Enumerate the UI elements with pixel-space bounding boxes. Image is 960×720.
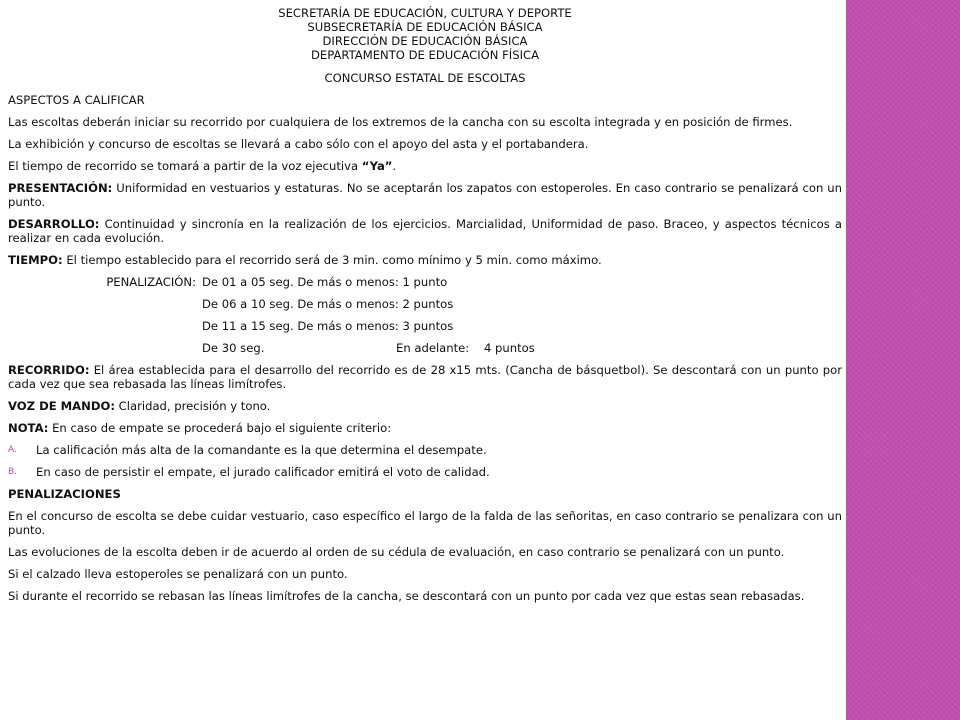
- penalizacion-row-3: [8, 319, 842, 333]
- voz-label: VOZ DE MANDO:: [8, 399, 115, 413]
- penalizacion-4-puntos: 4 puntos: [483, 341, 535, 355]
- paragraph-calzado: Si el calzado lleva estoperoles se penalizará con un punto.: [8, 567, 348, 581]
- presentacion-text: Uniformidad en vestuarios y estaturas. No se aceptarán los zapatos con estoperoles. En caso contrario se penalizará con un punto.: [8, 181, 842, 209]
- paragraph-recorrido: [8, 363, 842, 391]
- penalizacion-item: De 06 a 10 seg. De más o menos: 2 puntos: [202, 297, 454, 311]
- penalizacion-row-1: [8, 275, 842, 289]
- recorrido-text: El área establecida para el desarrollo del recorrido es de 28 x15 mts. (Cancha de básquetbol). Se descontará con un punto por cada vez que sea rebasada las líneas limítrofes.: [8, 363, 842, 391]
- voz-ejecutiva-ya: “Ya”: [361, 159, 393, 173]
- tiempo-recorrido-end: .: [392, 159, 397, 173]
- tiempo-text: El tiempo establecido para el recorrido será de 3 min. como mínimo y 5 min. como máximo.: [62, 253, 602, 267]
- paragraph-evoluciones: Las evoluciones de la escolta deben ir de acuerdo al orden de su cédula de evaluación, en caso contrario se penalizará con un punto.: [8, 545, 785, 559]
- paragraph-lineas-limitrofes: Si durante el recorrido se rebasan las líneas limítrofes de la cancha, se descontará con un punto por cada vez que estas sean rebasadas.: [8, 589, 805, 603]
- presentacion-label: PRESENTACIÓN:: [8, 181, 113, 195]
- section-title-aspectos: ASPECTOS A CALIFICAR: [8, 93, 145, 107]
- paragraph-exhibicion: La exhibición y concurso de escoltas se llevará a cabo sólo con el apoyo del asta y el portabandera.: [8, 137, 589, 151]
- header-line-departamento: DEPARTAMENTO DE EDUCACIÓN FÍSICA: [310, 48, 540, 62]
- header-line-subsecretaria: SUBSECRETARÍA DE EDUCACIÓN BÁSICA: [307, 20, 543, 34]
- contest-title: CONCURSO ESTATAL DE ESCOLTAS: [324, 71, 526, 85]
- list-item-text: En caso de persistir el empate, el jurado calificador emitirá el voto de calidad.: [36, 465, 490, 479]
- list-item: [8, 465, 842, 479]
- recorrido-label: RECORRIDO:: [8, 363, 90, 377]
- paragraph-desarrollo: [8, 217, 842, 245]
- penalizacion-row-4: [8, 341, 842, 355]
- penalizacion-item: De 01 a 05 seg. De más o menos: 1 punto: [202, 275, 448, 289]
- decorative-side-band: [846, 0, 960, 720]
- paragraph-nota: [8, 421, 842, 435]
- paragraph-vestuario: En el concurso de escolta se debe cuidar vestuario, caso específico el largo de la falda de las señoritas, en caso contrario se penalizara con un punto.: [8, 509, 842, 537]
- list-item-text: La calificación más alta de la comandante es la que determina el desempate.: [36, 443, 487, 457]
- paragraph-presentacion: [8, 181, 842, 209]
- list-item: [8, 443, 842, 457]
- nota-label: NOTA:: [8, 421, 49, 435]
- section-title-penalizaciones: PENALIZACIONES: [8, 487, 121, 501]
- paragraph-tiempo-recorrido: [8, 159, 842, 173]
- list-marker-a: A.: [8, 445, 17, 455]
- penalizacion-30-seg: De 30 seg.: [202, 341, 265, 355]
- document-content: [8, 6, 842, 603]
- paragraph-tiempo: [8, 253, 842, 267]
- paragraph-inicio: Las escoltas deberán iniciar su recorrido por cualquiera de los extremos de la cancha con su escolta integrada y en posición de firmes.: [8, 115, 793, 129]
- penalizacion-item: [202, 341, 842, 355]
- penalizacion-en-adelante: En adelante:: [396, 341, 470, 355]
- header-line-secretaria: SECRETARÍA DE EDUCACIÓN, CULTURA Y DEPORTE: [278, 6, 572, 20]
- tiempo-label: TIEMPO:: [8, 253, 63, 267]
- penalizacion-row-2: [8, 297, 842, 311]
- voz-text: Claridad, precisión y tono.: [114, 399, 271, 413]
- list-marker-b: B.: [8, 467, 18, 477]
- nota-text: En caso de empate se procederá bajo el siguiente criterio:: [48, 421, 392, 435]
- penalizacion-item: De 11 a 15 seg. De más o menos: 3 puntos: [202, 319, 454, 333]
- desarrollo-text: Continuidad y sincronía en la realización de los ejercicios. Marcialidad, Uniformidad de paso. Braceo, y aspectos técnicos a realizar en cada evolución.: [8, 217, 842, 245]
- document-header: [8, 6, 842, 62]
- desarrollo-label: DESARROLLO:: [8, 217, 100, 231]
- paragraph-voz-de-mando: [8, 399, 842, 413]
- tiempo-recorrido-text: El tiempo de recorrido se tomará a partir de la voz ejecutiva: [8, 159, 362, 173]
- penalizacion-label: PENALIZACIÓN:: [106, 275, 196, 289]
- header-line-direccion: DIRECCIÓN DE EDUCACIÓN BÁSICA: [322, 34, 528, 48]
